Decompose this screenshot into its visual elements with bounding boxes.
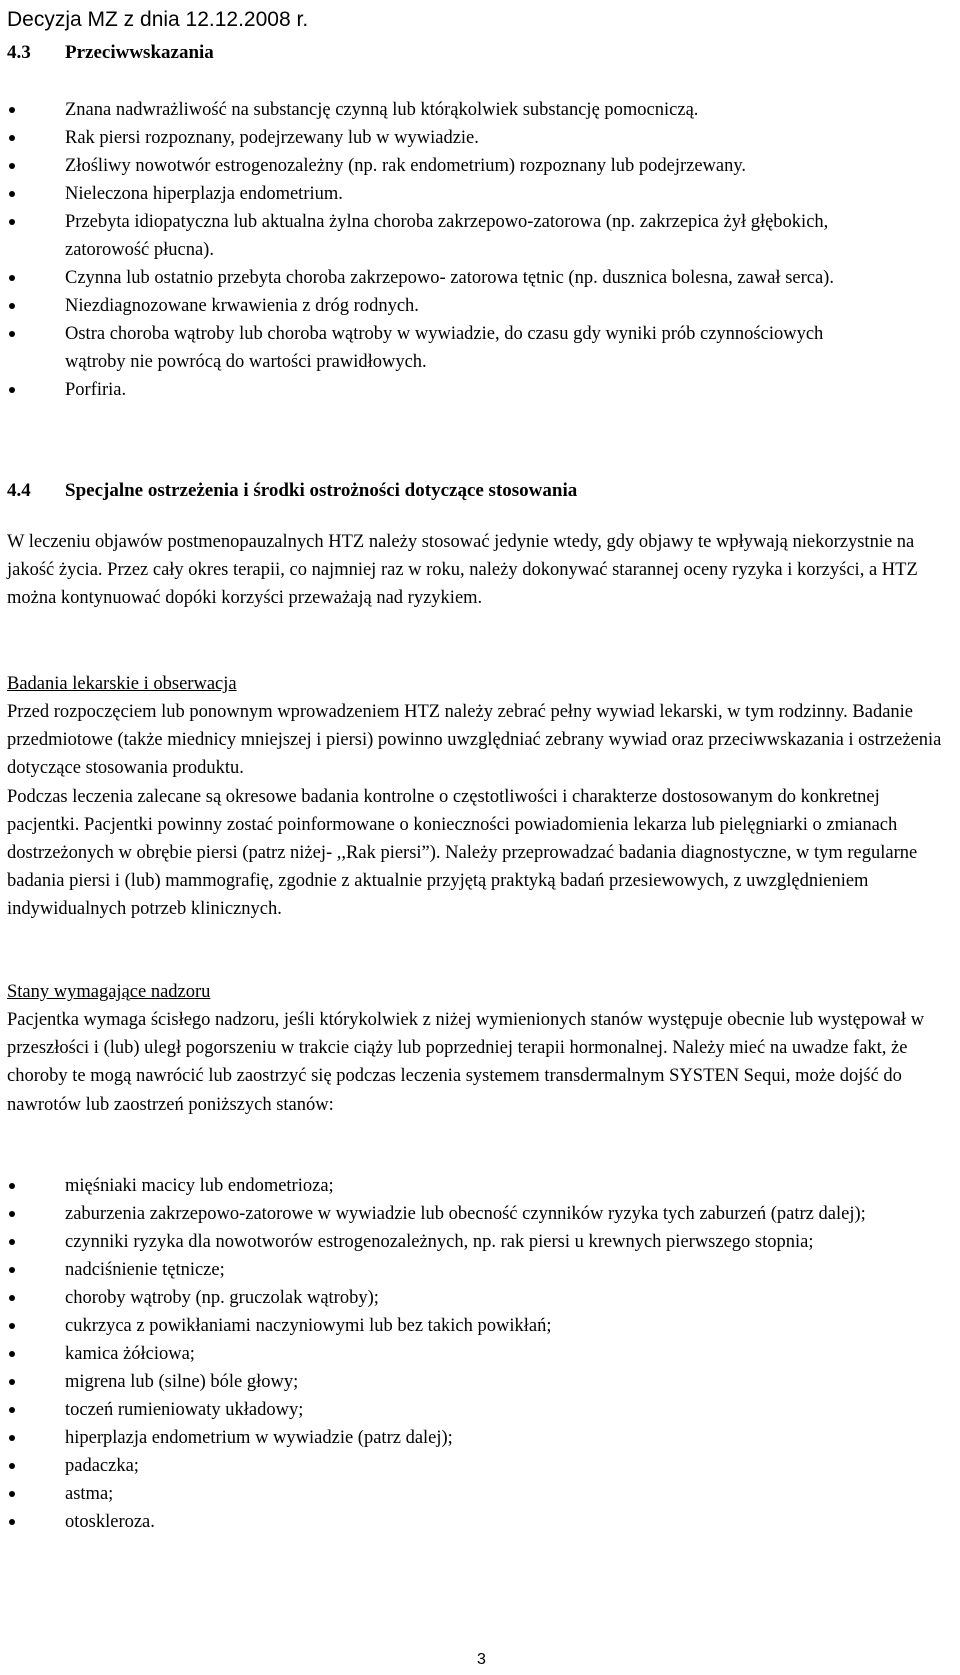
bullet-icon: [9, 135, 15, 141]
medical-exam-heading: Badania lekarskie i obserwacja: [7, 674, 237, 694]
list-item: astma;: [7, 1480, 892, 1508]
bullet-icon: [9, 1519, 15, 1525]
states-block: [7, 978, 954, 1119]
states-list: [7, 1172, 892, 1536]
section-title: Przeciwwskazania: [65, 42, 214, 63]
bullet-icon: [9, 1295, 15, 1301]
bullet-icon: [9, 1463, 15, 1469]
bullet-icon: [9, 219, 15, 225]
list-item: nadciśnienie tętnicze;: [7, 1256, 892, 1284]
bullet-icon: [9, 1211, 15, 1217]
section-number: 4.4: [7, 480, 31, 501]
section-4-4-heading: [7, 478, 577, 504]
medical-exam-paragraph-2: Podczas leczenia zalecane są okresowe badania kontrolne o częstotliwości i charakterze dostosowanym do konkretnej pacjentki. Pacjentki powinny zostać poinformowane o konieczności powiadomienia lekarza lub pielęgniarki o zmianach dostrzeżonych w obrębie piersi (patrz niżej- ,,Rak piersi”). Należy przeprowadzać badania diagnostyczne, w tym regularne badania piersi i (lub) mammografię, zgodnie z aktualnie przyjętą praktyką badań przesiewowych, z uwzględnieniem indywidualnych potrzeb klinicznych.: [7, 786, 918, 920]
bullet-icon: [9, 1351, 15, 1357]
page-number: 3: [477, 1651, 486, 1668]
bullet-icon: [9, 1323, 15, 1329]
section-number: 4.3: [7, 42, 31, 63]
list-item: otoskleroza.: [7, 1508, 892, 1536]
bullet-icon: [9, 331, 15, 337]
list-item: toczeń rumieniowaty układowy;: [7, 1396, 892, 1424]
bullet-icon: [9, 387, 15, 393]
section-title: Specjalne ostrzeżenia i środki ostrożności dotyczące stosowania: [65, 480, 578, 501]
bullet-icon: [9, 1239, 15, 1245]
bullet-icon: [9, 1267, 15, 1273]
list-item: mięśniaki macicy lub endometrioza;: [7, 1172, 892, 1200]
document-header: Decyzja MZ z dnia 12.12.2008 r.: [7, 8, 309, 31]
bullet-icon: [9, 107, 15, 113]
contraindications-list-block: [7, 96, 882, 404]
contraindications-list: [7, 96, 882, 404]
medical-exam-paragraph-1: Przed rozpoczęciem lub ponownym wprowadzeniem HTZ należy zebrać pełny wywiad lekarski, w tym rodzinny. Badanie przedmiotowe (także miednicy mniejszej i piersi) powinno uwzględniać zebrany wywiad oraz przeciwwskazania i ostrzeżenia dotyczące stosowania produktu.: [7, 702, 942, 779]
list-item: padaczka;: [7, 1452, 892, 1480]
list-item: Rak piersi rozpoznany, podejrzewany lub w wywiadzie.: [7, 124, 882, 152]
bullet-icon: [9, 1379, 15, 1385]
states-paragraph: Pacjentka wymaga ścisłego nadzoru, jeśli którykolwiek z niżej wymienionych stanów występuje obecnie lub występował w przeszłości i (lub) uległ pogorszeniu w trakcie ciąży lub poprzedniej terapii hormonalnej. Należy mieć na uwadze fakt, że choroby te mogą nawrócić lub zaostrzyć się podczas leczenia systemem transdermalnym SYSTEN Sequi, może dojść do nawrotów lub zaostrzeń poniższych stanów:: [7, 1010, 925, 1115]
list-item: Porfiria.: [7, 376, 882, 404]
bullet-icon: [9, 1435, 15, 1441]
list-item: cukrzyca z powikłaniami naczyniowymi lub bez takich powikłań;: [7, 1312, 892, 1340]
list-item: zaburzenia zakrzepowo-zatorowe w wywiadzie lub obecność czynników ryzyka tych zaburzeń (patrz dalej);: [7, 1200, 892, 1228]
list-item: Nieleczona hiperplazja endometrium.: [7, 180, 882, 208]
list-item: kamica żółciowa;: [7, 1340, 892, 1368]
bullet-icon: [9, 1407, 15, 1413]
section-4-3-heading: [7, 40, 214, 66]
list-item: czynniki ryzyka dla nowotworów estrogenozależnych, np. rak piersi u krewnych pierwszego stopnia;: [7, 1228, 892, 1256]
bullet-icon: [9, 275, 15, 281]
list-item: migrena lub (silne) bóle głowy;: [7, 1368, 892, 1396]
bullet-icon: [9, 1183, 15, 1189]
list-item: Czynna lub ostatnio przebyta choroba zakrzepowo- zatorowa tętnic (np. dusznica bolesna, zawał serca).: [7, 264, 882, 292]
list-item: choroby wątroby (np. gruczolak wątroby);: [7, 1284, 892, 1312]
list-item: Ostra choroba wątroby lub choroba wątroby w wywiadzie, do czasu gdy wyniki prób czynnościowych wątroby nie powrócą do wartości prawidłowych.: [7, 320, 882, 376]
list-item: Przebyta idiopatyczna lub aktualna żylna choroba zakrzepowo-zatorowa (np. zakrzepica żył głębokich, zatorowość płucna).: [7, 208, 882, 264]
medical-exam-block: [7, 670, 954, 924]
bullet-icon: [9, 303, 15, 309]
bullet-icon: [9, 163, 15, 169]
states-heading: Stany wymagające nadzoru: [7, 982, 211, 1002]
intro-paragraph: W leczeniu objawów postmenopauzalnych HTZ należy stosować jedynie wtedy, gdy objawy te wpływają niekorzystnie na jakość życia. Przez cały okres terapii, co najmniej raz w roku, należy dokonywać starannej oceny ryzyka i korzyści, a HTZ można kontynuować dopóki korzyści przeważają nad ryzykiem.: [7, 532, 918, 609]
list-item: Niezdiagnozowane krwawienia z dróg rodnych.: [7, 292, 882, 320]
states-list-block: [7, 1172, 892, 1536]
list-item: Znana nadwrażliwość na substancję czynną lub którąkolwiek substancję pomocniczą.: [7, 96, 882, 124]
intro-paragraph-block: [7, 528, 954, 613]
bullet-icon: [9, 1491, 15, 1497]
list-item: Złośliwy nowotwór estrogenozależny (np. rak endometrium) rozpoznany lub podejrzewany.: [7, 152, 882, 180]
bullet-icon: [9, 191, 15, 197]
list-item: hiperplazja endometrium w wywiadzie (patrz dalej);: [7, 1424, 892, 1452]
